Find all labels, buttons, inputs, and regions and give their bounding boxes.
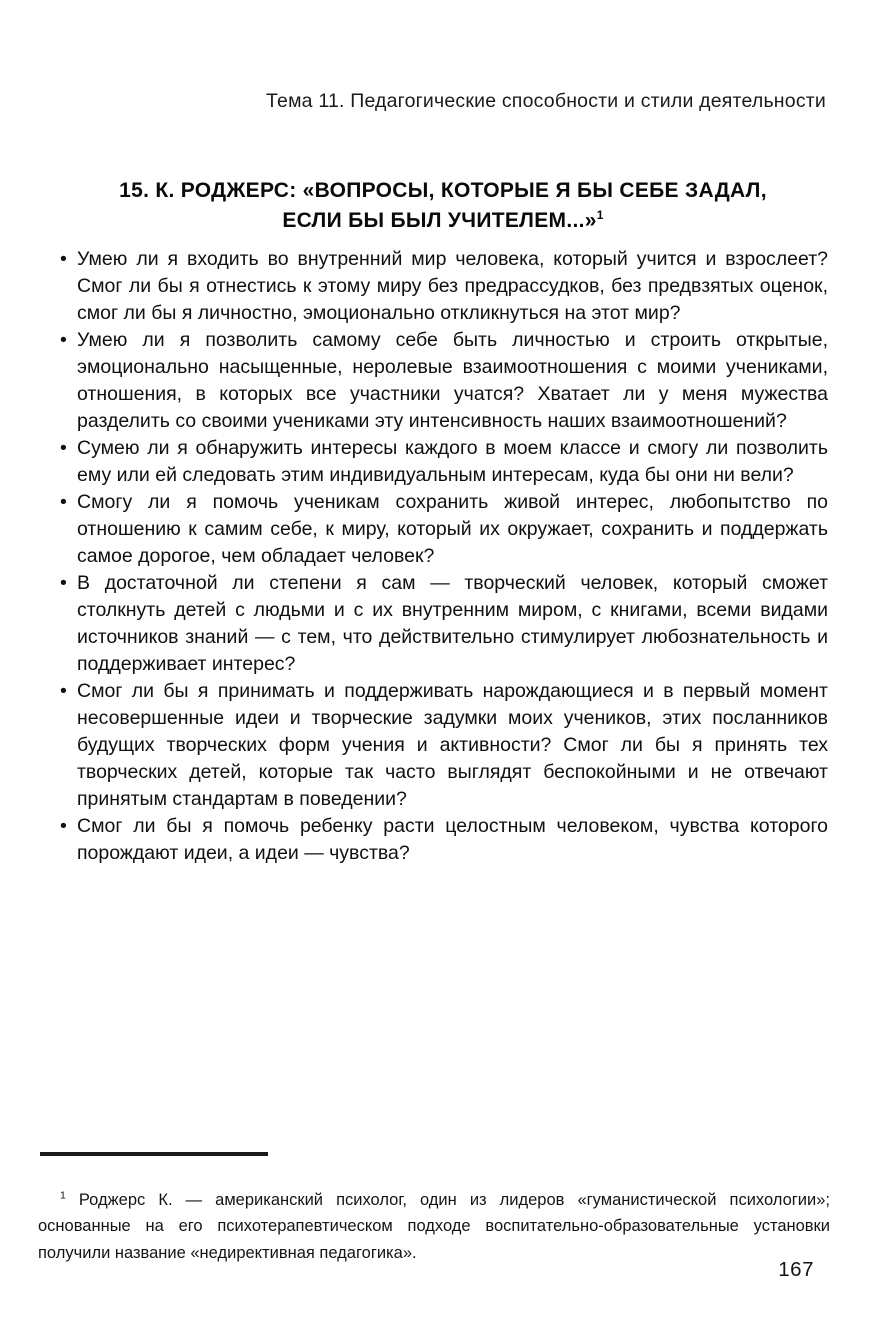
footnote-marker: 1 [60,1189,66,1201]
title-footnote-reference: 1 [596,208,604,222]
page-number: 167 [778,1258,814,1281]
list-item: • Сумею ли я обнаружить интересы каждого в моем классе и смогу ли позволить ему или ей следовать этим индивидуальным интересам, куда бы они ни вели? [60,435,828,489]
list-item: • Смог ли бы я принимать и поддерживать нарождающиеся и в первый момент несовершенные идеи и творческие задумки моих учеников, этих посланников будущих творческих форм учения и активности? Смог ли бы я принять тех творческих детей, которые так часто выглядят беспокойными и не отвечают принятым стандартам в поведении? [60,678,828,813]
list-item: • Умею ли я позволить самому себе быть личностью и строить открытые, эмоционально насыщенные, неролевые взаимоотношения с моими учениками, отношения, в которых все участники учатся? Хватает ли у меня мужества разделить со своими учениками эту интенсивность наших взаимоотношений? [60,327,828,435]
section-title-line2-text: ЕСЛИ БЫ БЫЛ УЧИТЕЛЕМ...» [282,209,597,232]
list-item: • Смог ли бы я помочь ребенку расти целостным человеком, чувства которого порождают идеи, а идеи — чувства? [60,813,828,867]
list-item: • Смогу ли я помочь ученикам сохранить живой интерес, любопытство по отношению к самим себе, к миру, который их окружает, сохранить и поддержать самое дорогое, чем обладает человек? [60,489,828,570]
section-title-line1: 15. К. РОДЖЕРС: «ВОПРОСЫ, КОТОРЫЕ Я БЫ СЕБЕ ЗАДАЛ, [119,179,767,202]
question-list [60,246,828,867]
footnote [38,1187,830,1267]
footnote-separator-rule [40,1152,268,1156]
running-header: Тема 11. Педагогические способности и стили деятельности [266,90,826,112]
footnote-text: Роджерс К. — американский психолог, один из лидеров «гуманистической психологии»; основанные на его психотерапевтическом подходе воспитательно-образовательные установки получили название «недирективная педагогика». [38,1190,830,1262]
section-title [60,176,826,236]
list-item: • Умею ли я входить во внутренний мир человека, который учится и взрослеет? Смог ли бы я отнестись к этому миру без предрассудков, без предвзятых оценок, смог ли бы я личностно, эмоционально откликнуться на этот мир? [60,246,828,327]
section-title-line2 [60,206,826,236]
list-item: • В достаточной ли степени я сам — творческий человек, который сможет столкнуть детей с людьми и с их внутренним миром, с книгами, всеми видами источников знаний — с тем, что действительно стимулирует любознательность и поддерживает интерес? [60,570,828,678]
